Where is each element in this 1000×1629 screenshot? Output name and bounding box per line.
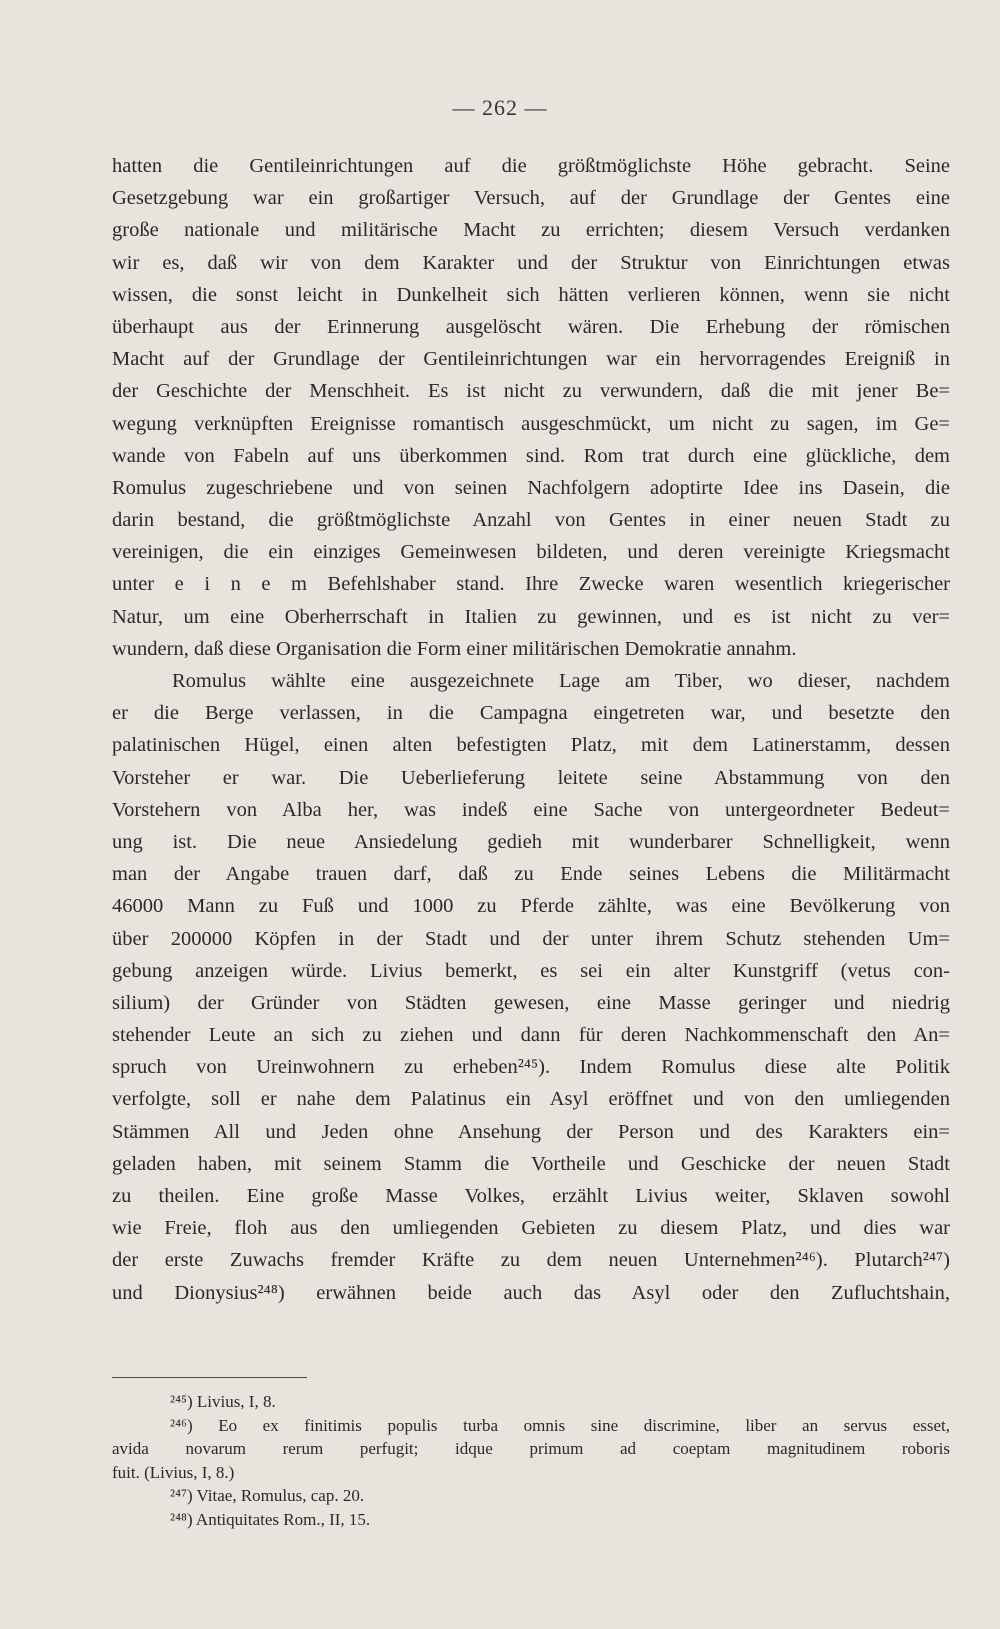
text-line: wundern, daß diese Organisation die Form einer militärischen Demokratie annahm. (112, 637, 797, 660)
footnote-245: ²⁴⁵) Livius, I, 8. (170, 1392, 276, 1411)
text-line: silium) der Gründer von Städten gewesen, eine Masse geringer und niedrig (112, 991, 950, 1014)
text-line: wissen, die sonst leicht in Dunkelheit sich hätten verlieren können, wenn sie nicht (112, 283, 950, 306)
text-line: vereinigen, die ein einziges Gemeinwesen bildeten, und deren vereinigte Kriegsmacht (112, 541, 950, 564)
text-line: gebung anzeigen würde. Livius bemerkt, es sei ein alter Kunstgriff (vetus con- (112, 959, 950, 982)
text-line: man der Angabe trauen darf, daß zu Ende seines Lebens die Militärmacht (112, 863, 950, 886)
text-line: Natur, um eine Oberherrschaft in Italien zu gewinnen, und es ist nicht zu ver= (112, 605, 950, 628)
text-line: Macht auf der Grundlage der Gentileinrichtungen war ein hervorragendes Ereigniß in (112, 348, 950, 371)
paragraph-start-line: Romulus wählte eine ausgezeichnete Lage am Tiber, wo dieser, nachdem (172, 670, 950, 692)
text-line: über 200000 Köpfen in der Stadt und der unter ihrem Schutz stehenden Um= (112, 927, 950, 950)
text-line: wie Freie, floh aus den umliegenden Gebieten zu diesem Platz, und dies war (112, 1217, 950, 1240)
text-line: und Dionysius²⁴⁸) erwähnen beide auch das Asyl oder den Zufluchtshain, (112, 1281, 950, 1304)
footnote-247: ²⁴⁷) Vitae, Romulus, cap. 20. (170, 1486, 365, 1505)
footnote-divider (112, 1377, 307, 1378)
footnote-246-continued: fuit. (Livius, I, 8.) (112, 1462, 235, 1482)
text-line: hatten die Gentileinrichtungen auf die größtmöglichste Höhe gebracht. Seine (112, 155, 950, 177)
text-line: ung ist. Die neue Ansiedelung gedieh mit wunderbarer Schnelligkeit, wenn (112, 830, 950, 853)
text-line: der erste Zuwachs fremder Kräfte zu dem neuen Unternehmen²⁴⁶). Plutarch²⁴⁷) (112, 1249, 950, 1272)
text-line: unter e i n e m Befehlshaber stand. Ihre Zwecke waren wesentlich kriegerischer (112, 573, 950, 596)
text-line: spruch von Ureinwohnern zu erheben²⁴⁵). Indem Romulus diese alte Politik (112, 1056, 950, 1079)
main-text (112, 150, 950, 1309)
text-line: stehender Leute an sich zu ziehen und dann für deren Nachkommenschaft den An= (112, 1024, 950, 1047)
text-line: überhaupt aus der Erinnerung ausgelöscht wären. Die Erhebung der römischen (112, 315, 950, 338)
footnote-248: ²⁴⁸) Antiquitates Rom., II, 15. (170, 1509, 371, 1529)
text-line: er die Berge verlassen, in die Campagna eingetreten war, und besetzte den (112, 702, 950, 725)
text-line: der Geschichte der Menschheit. Es ist nicht zu verwundern, daß die mit jener Be= (112, 380, 950, 403)
text-line: Romulus zugeschriebene und von seinen Nachfolgern adoptirte Idee ins Dasein, die (112, 476, 950, 499)
text-line: Stämmen All und Jeden ohne Ansehung der Person und des Karakters ein= (112, 1120, 950, 1143)
text-line: palatinischen Hügel, einen alten befestigten Platz, mit dem Latinerstamm, dessen (112, 734, 950, 757)
text-line: Vorsteher er war. Die Ueberlieferung leitete seine Abstammung von den (112, 766, 950, 789)
text-line: wande von Fabeln auf uns überkommen sind. Rom trat durch eine glückliche, dem (112, 444, 950, 467)
text-line: wegung verknüpften Ereignisse romantisch ausgeschmückt, um nicht zu sagen, im Ge= (112, 412, 950, 435)
text-line: 46000 Mann zu Fuß und 1000 zu Pferde zählte, was eine Bevölkerung von (112, 895, 950, 918)
text-line: darin bestand, die größtmöglichste Anzahl von Gentes in einer neuen Stadt zu (112, 509, 950, 532)
footnotes (112, 1390, 950, 1531)
text-line: Gesetzgebung war ein großartiger Versuch, auf der Grundlage der Gentes eine (112, 187, 950, 210)
page-number: — 262 — (452, 95, 548, 120)
text-line: zu theilen. Eine große Masse Volkes, erzählt Livius weiter, Sklaven sowohl (112, 1185, 950, 1207)
text-line: große nationale und militärische Macht zu errichten; diesem Versuch verdanken (112, 219, 950, 242)
text-line: wir es, daß wir von dem Karakter und der Struktur von Einrichtungen etwas (112, 251, 950, 274)
text-line: geladen haben, mit seinem Stamm die Vortheile und Geschicke der neuen Stadt (112, 1152, 950, 1175)
footnote-246-continued: avida novarum rerum perfugit; idque primum ad coeptam magnitudinem roboris (112, 1439, 950, 1458)
text-line: Vorstehern von Alba her, was indeß eine Sache von untergeordneter Bedeut= (112, 798, 950, 821)
text-line: verfolgte, soll er nahe dem Palatinus ein Asyl eröffnet und von den umliegenden (112, 1088, 950, 1111)
footnote-246: ²⁴⁶) Eo ex finitimis populis turba omnis sine discrimine, liber an servus esset, (170, 1415, 950, 1435)
